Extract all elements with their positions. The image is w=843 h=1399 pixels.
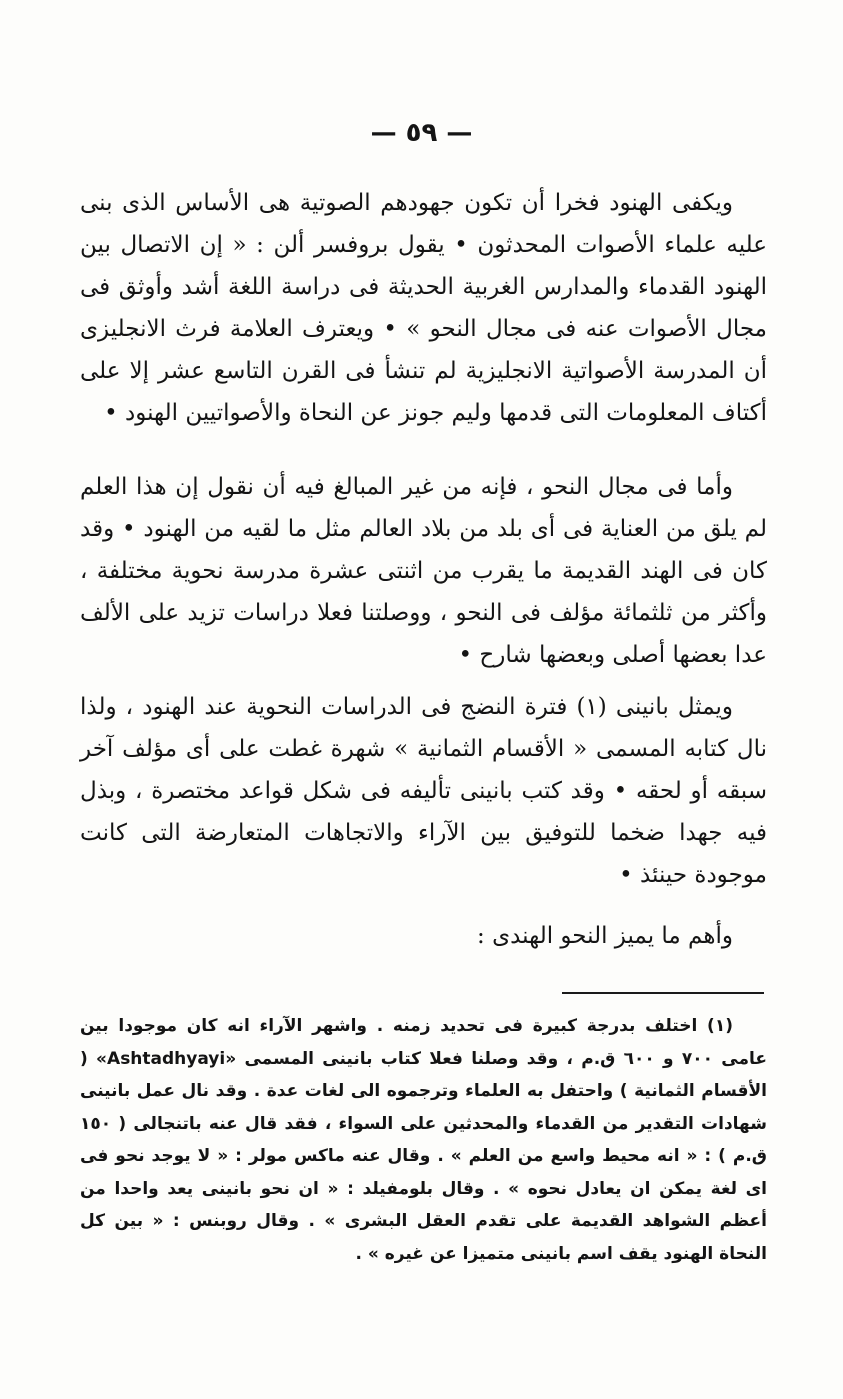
page-number: — ٥٩ —	[370, 118, 473, 148]
footnote: (١) اختلف بدرجة كبيرة فى تحديد زمنه . واشهر الآراء انه كان موجودا بين عامى ٧٠٠ و ٦٠٠ ق.م ، وقد وصلنا فعلا كتاب بانينى المسمى «Ashtadhyayi» ( الأقسام الثمانية ) واحتفل به العلماء وترجموه الى لغات عدة . وقد نال عمل بانينى شهادات التقدير من القدماء والمحدثين على السواء ، فقد قال عنه باتنجالى ( ١٥٠ ق.م ) : « انه محيط واسع من العلم » . وقال عنه ماكس مولر : « لا يوجد نحو فى اى لغة يمكن ان يعادل نحوه » . وقال بلومفيلد : « ان نحو بانينى يعد واحدا من أعظم الشواهد القديمة على تقدم العقل البشرى » . وقال روبنس : « بين كل النحاة الهنود يقف اسم بانينى متميزا عن غيره » .	[80, 1016, 768, 1264]
paragraph-grammar: وأما فى مجال النحو ، فإنه من غير المبالغ فيه أن نقول إن هذا العلم لم يلق من العناية فى أى بلد من بلاد العالم مثل ما لقيه من الهنود • وقد كان فى الهند القديمة ما يقرب من اثنتى عشرة مدرسة نحوية مختلفة ، وأكثر من ثلثمائة مؤلف فى النحو ، ووصلتنا فعلا دراسات تزيد على الألف عدا بعضها أصلى وبعضها شارح •	[80, 474, 767, 668]
paragraph-features-heading: وأهم ما يميز النحو الهندى :	[477, 923, 733, 949]
paragraph-panini: ويمثل بانينى (١) فترة النضج فى الدراسات النحوية عند الهنود ، ولذا نال كتابه المسمى « الأقسام الثمانية » شهرة غطت على أى مؤلف آخر سبقه أو لحقه • وقد كتب بانينى تأليفه فى شكل قواعد مختصرة ، وبذل فيه جهدا ضخما للتوفيق بين الآراء والاتجاهات المتعارضة التى كانت موجودة حينئذ •	[80, 694, 767, 888]
paragraph-phonetics: ويكفى الهنود فخرا أن تكون جهودهم الصوتية هى الأساس الذى بنى عليه علماء الأصوات المحدثون • يقول بروفسر ألن : « إن الاتصال بين الهنود القدماء والمدارس الغربية الحديثة فى دراسة اللغة أشد وأوثق فى مجال الأصوات عنه فى مجال النحو » • ويعترف العلامة فرث الانجليزى أن المدرسة الأصواتية الانجليزية لم تنشأ فى القرن التاسع عشر إلا على أكتاف المعلومات التى قدمها وليم جونز عن النحاة والأصواتيين الهنود •	[80, 190, 767, 426]
footnote-divider	[562, 992, 764, 994]
